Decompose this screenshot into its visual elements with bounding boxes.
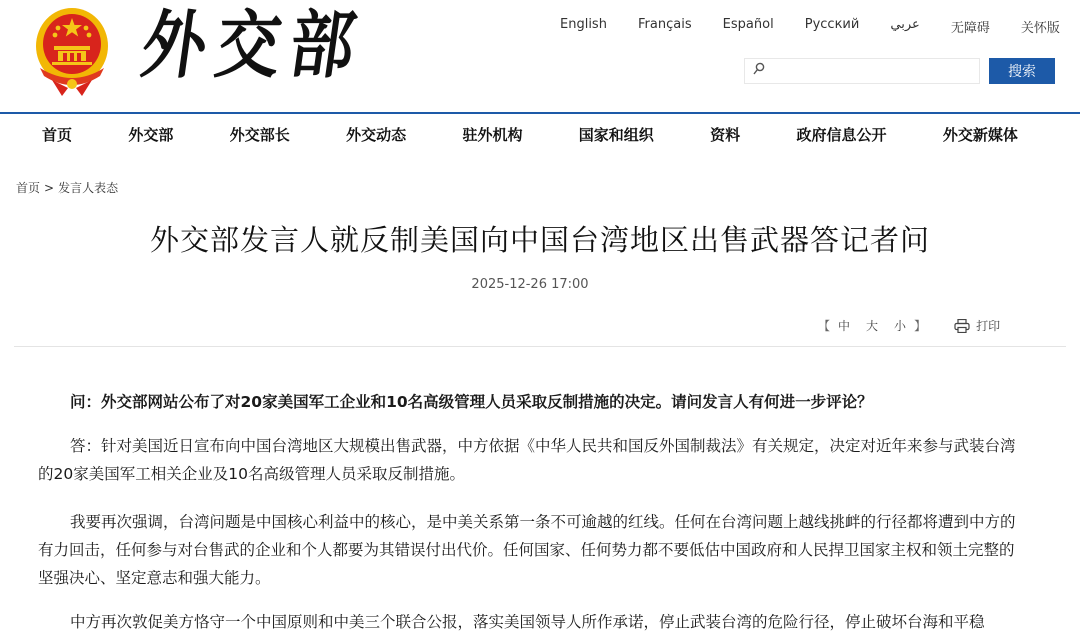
site-brand-calligraphy[interactable]: 外交部 xyxy=(136,2,371,89)
search-button[interactable]: 搜索 xyxy=(989,58,1055,84)
body-paragraph: 我要再次强调，台湾问题是中国核心利益中的核心，是中美关系第一条不可逾越的红线。任何在台湾问题上越线挑衅的行径都将遭到中方的有力回击，任何参与对台售武的企业和个人都要为其错误付出代价。任何国家、任何势力都不要低估中国政府和人民捍卫国家主权和领土完整的坚强决心、坚定意志和强大能力。 xyxy=(38,513,1016,587)
lang-english-link[interactable]: English xyxy=(560,17,607,32)
article-tools xyxy=(818,317,1000,334)
lang-arabic-link[interactable]: عربي xyxy=(890,17,920,32)
breadcrumb xyxy=(16,179,118,196)
accessibility-link[interactable]: 无障碍 xyxy=(950,21,990,36)
main-nav xyxy=(42,124,1018,145)
font-size-medium-button[interactable]: 大 xyxy=(866,319,879,333)
nav-item-resources[interactable]: 资料 xyxy=(710,126,741,144)
national-emblem-icon[interactable] xyxy=(30,2,114,102)
search-box xyxy=(744,58,980,84)
nav-item-government-info[interactable]: 政府信息公开 xyxy=(796,126,887,144)
answer-paragraph: 答：针对美国近日宣布向中国台湾地区大规模出售武器，中方依据《中华人民共和国反外国制裁法》有关规定，决定对近年来参与武装台湾的20家美国军工相关企业及10名高级管理人员采取反制措施。 xyxy=(38,437,1016,483)
font-size-small-button[interactable]: 小 xyxy=(894,319,907,333)
font-size-large-button[interactable]: 中 xyxy=(838,319,851,333)
print-button[interactable] xyxy=(954,317,1000,334)
lang-spanish-link[interactable]: Español xyxy=(722,17,774,32)
breadcrumb-current-link[interactable]: 发言人表态 xyxy=(58,181,119,195)
print-label: 打印 xyxy=(976,319,1001,333)
breadcrumb-separator: > xyxy=(44,181,55,195)
care-mode-link[interactable]: 关怀版 xyxy=(1020,21,1060,36)
font-size-close-bracket: 】 xyxy=(914,319,927,333)
nav-item-new-media[interactable]: 外交新媒体 xyxy=(942,126,1018,144)
lang-russian-link[interactable]: Русский xyxy=(804,17,860,32)
question-paragraph: 问：外交部网站公布了对20家美国军工企业和10名高级管理人员采取反制措施的决定。请问发言人有何进一步评论？ xyxy=(70,393,873,411)
nav-item-countries-organizations[interactable]: 国家和组织 xyxy=(578,126,654,144)
language-bar xyxy=(560,17,1060,36)
printer-icon xyxy=(954,319,970,333)
body-paragraph-continued: 中方再次敦促美方恪守一个中国原则和中美三个联合公报，落实美国领导人所作承诺，停止武装台湾的危险行径，停止破坏台海和平稳 xyxy=(70,613,985,631)
article-date: 2025-12-26 17:00 xyxy=(471,277,589,292)
breadcrumb-home-link[interactable]: 首页 xyxy=(16,181,41,195)
search-icon xyxy=(753,62,765,80)
article-title: 外交部发言人就反制美国向中国台湾地区出售武器答记者问 xyxy=(149,223,930,257)
header-divider xyxy=(0,112,1080,114)
nav-item-minister[interactable]: 外交部长 xyxy=(229,126,290,144)
nav-item-home[interactable]: 首页 xyxy=(42,126,73,144)
article-divider xyxy=(14,346,1066,347)
font-size-open-bracket: 【 xyxy=(818,319,831,333)
search-input[interactable] xyxy=(773,61,973,81)
nav-item-ministry[interactable]: 外交部 xyxy=(128,126,174,144)
nav-item-diplomatic-news[interactable]: 外交动态 xyxy=(346,126,407,144)
nav-item-missions-abroad[interactable]: 驻外机构 xyxy=(462,126,523,144)
lang-french-link[interactable]: Français xyxy=(638,17,692,32)
